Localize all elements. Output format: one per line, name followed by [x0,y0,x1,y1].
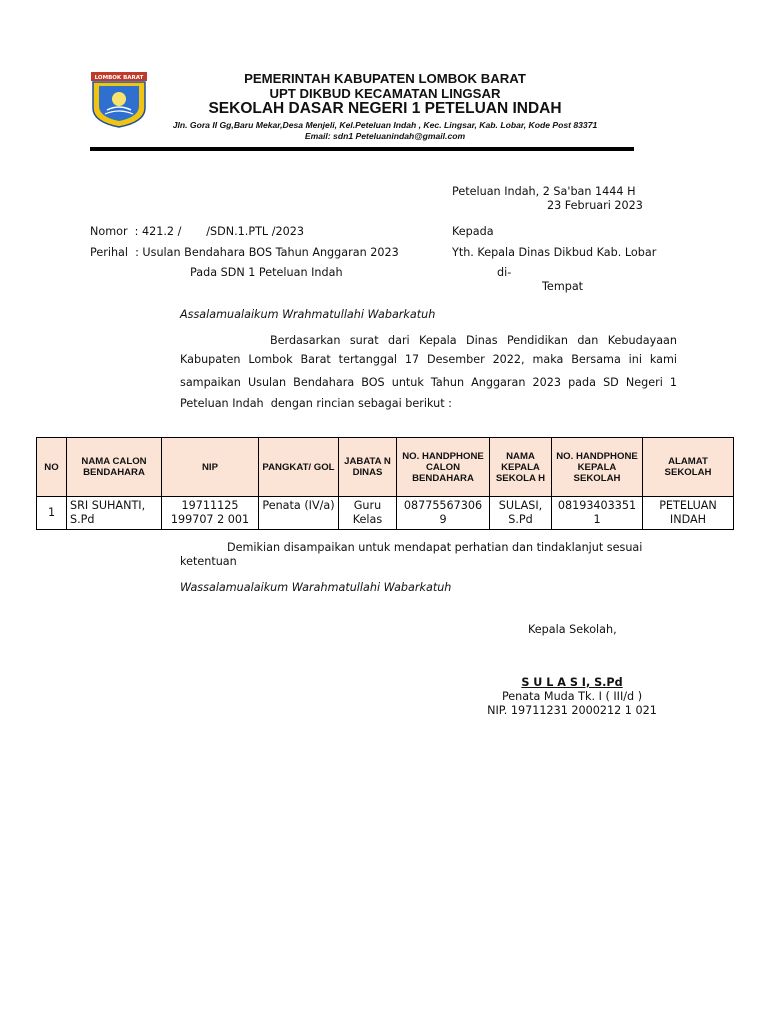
table-row [37,497,734,530]
date-gregorian: 23 Februari 2023 [547,199,643,212]
header-pangkat: PANGKAT/ GOL [259,438,339,497]
letter-number: Nomor : 421.2 / /SDN.1.PTL /2023 [90,225,304,238]
body-line-3: sampaikan Usulan Bendahara BOS untuk Tahun Anggaran 2023 pada SD Negeri 1 [180,376,677,389]
header-nama: NAMA CALON BENDAHARA [67,438,162,497]
header-office: UPT DIKBUD KECAMATAN LINGSAR [269,86,501,101]
header-hp-kepsek: NO. HANDPHONE KEPALA SEKOLAH [552,438,643,497]
body-line-2: Kabupaten Lombok Barat tertanggal 17 Desember 2022, maka Bersama ini kami [180,353,677,366]
cell-nama: SRI SUHANTI, S.Pd [67,497,162,530]
cell-pangkat: Penata (IV/a) [259,497,339,530]
logo-text: LOMBOK BARAT [94,75,144,81]
header-school: SEKOLAH DASAR NEGERI 1 PETELUAN INDAH [208,100,562,117]
date-hijri: Peteluan Indah, 2 Sa'ban 1444 H [452,185,636,198]
cell-nip: 19711125 199707 2 001 [162,497,259,530]
header-kepsek: NAMA KEPALA SEKOLA H [490,438,552,497]
header-email: Email: sdn1 Peteluanindah@gmail.com [304,131,466,141]
header-address: Jln. Gora II Gg,Baru Mekar,Desa Menjeli, Kel.Peteluan Indah , Kec. Lingsar, Kab. Lobar, Kode Post 83371 [172,120,598,130]
farewell: Wassalamualaikum Warahmatullahi Wabarkatuh [180,581,452,594]
header-nip: NIP [162,438,259,497]
header-jabatan: JABATA N DINAS [339,438,397,497]
cell-hp-kepsek: 08193403351 1 [552,497,643,530]
closing-line-1: Demikian disampaikan untuk mendapat perhatian dan tindaklanjut sesuai [227,541,643,554]
cell-jabatan: Guru Kelas [339,497,397,530]
signature-nip: NIP. 19711231 2000212 1 021 [487,704,657,717]
signature-rank: Penata Muda Tk. I ( III/d ) [501,690,643,703]
header-alamat: ALAMAT SEKOLAH [643,438,734,497]
header-government: PEMERINTAH KABUPATEN LOMBOK BARAT [244,71,526,86]
signature-title: Kepala Sekolah, [528,623,617,636]
letter-subject: Perihal : Usulan Bendahara BOS Tahun Anggaran 2023 [90,246,399,259]
header-hp-calon: NO. HANDPHONE CALON BENDAHARA [397,438,490,497]
table-header-row [37,438,734,497]
body-line-1: Berdasarkan surat dari Kepala Dinas Pendidikan dan Kebudayaan [270,334,677,347]
body-line-4: Peteluan Indah dengan rincian sebagai berikut : [180,397,452,410]
header-no: NO [37,438,67,497]
recipient-place: Tempat [542,280,584,293]
recipient-label: Kepada [452,225,494,238]
cell-no: 1 [37,497,67,530]
letter-subject-continued: Pada SDN 1 Peteluan Indah [190,266,343,279]
greeting: Assalamualaikum Wrahmatullahi Wabarkatuh [180,308,436,321]
recipient-di: di- [497,266,512,279]
letterhead-divider [90,147,634,151]
recipient-name: Yth. Kepala Dinas Dikbud Kab. Lobar [452,246,657,259]
closing-line-2: ketentuan [180,555,237,568]
signature-name: S U L A S I, S.Pd [521,676,623,689]
cell-hp-calon: 08775567306 9 [397,497,490,530]
cell-kepsek: SULASI, S.Pd [490,497,552,530]
cell-alamat: PETELUAN INDAH [643,497,734,530]
treasurer-table [36,437,734,530]
